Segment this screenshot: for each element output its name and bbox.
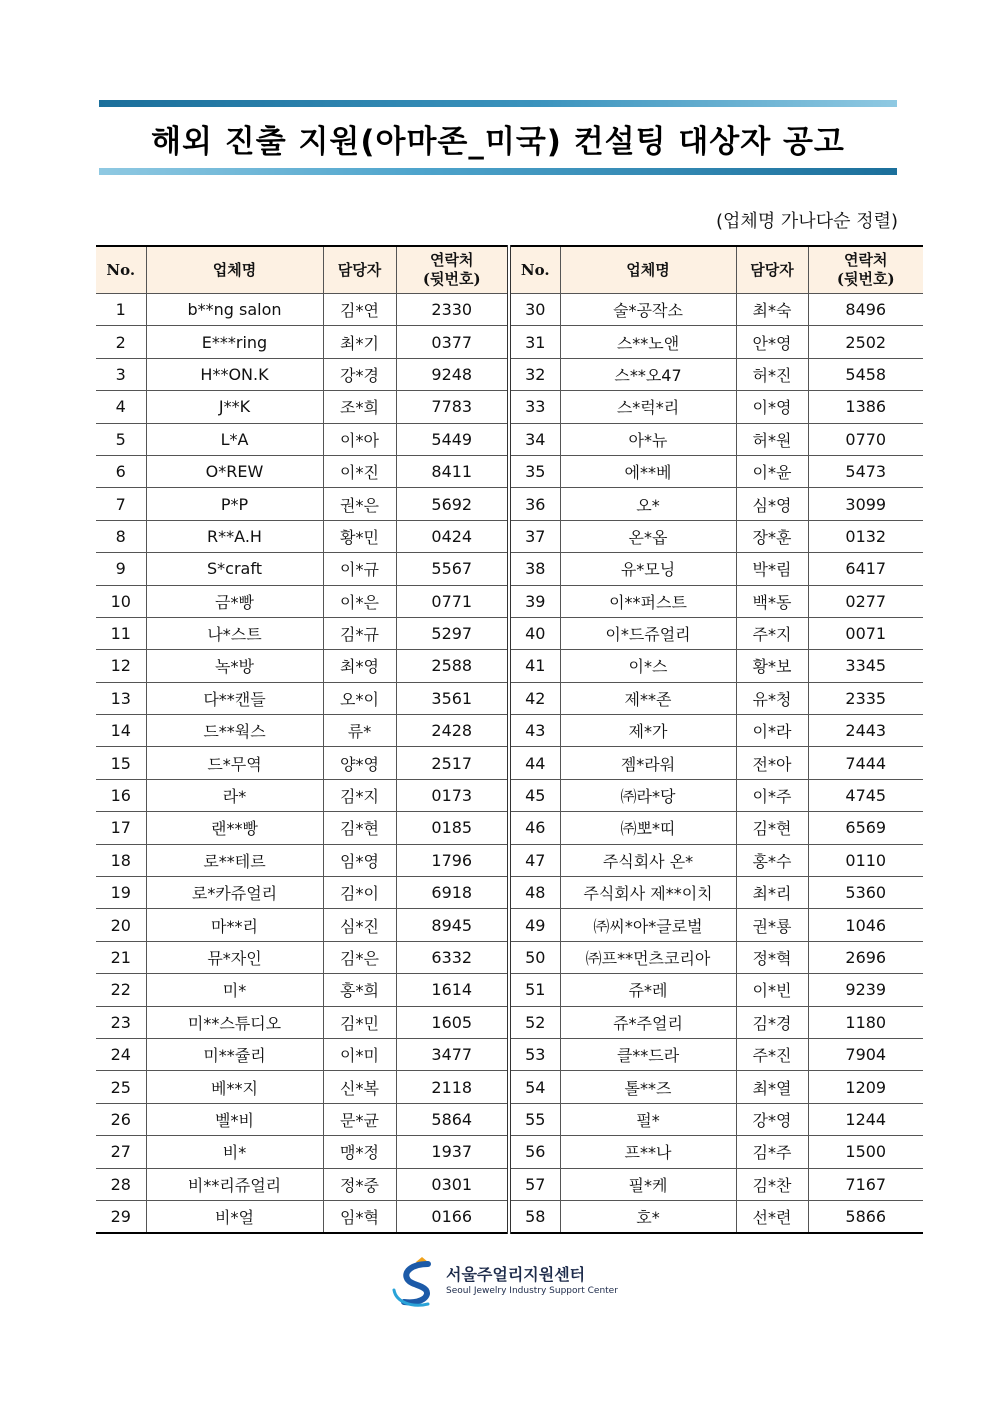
cell-no: 14 [96, 715, 146, 747]
table-row [96, 1038, 923, 1070]
header-no-right: No. [509, 246, 560, 294]
cell-manager: 선*련 [736, 1200, 808, 1233]
cell-no: 21 [96, 941, 146, 973]
table-row [96, 812, 923, 844]
cell-no: 49 [509, 909, 560, 941]
cell-company: R**A.H [146, 520, 323, 552]
cell-no: 30 [509, 294, 560, 326]
table-row [96, 1200, 923, 1233]
cell-company: ㈜라*당 [560, 779, 736, 811]
cell-company: 펄* [560, 1103, 736, 1135]
cell-manager: 허*원 [736, 423, 808, 455]
cell-manager: 유*청 [736, 682, 808, 714]
cell-manager: 임*혁 [323, 1200, 396, 1233]
cell-company: 뮤*자인 [146, 941, 323, 973]
org-name-english: Seoul Jewelry Industry Support Center [446, 1286, 618, 1296]
cell-contact: 2118 [396, 1071, 509, 1103]
cell-no: 24 [96, 1038, 146, 1070]
cell-contact: 4745 [808, 779, 923, 811]
org-name: 서울주얼리지원센터 [446, 1265, 586, 1284]
cell-no: 56 [509, 1136, 560, 1168]
table-row [96, 1006, 923, 1038]
cell-company: 에**베 [560, 455, 736, 487]
cell-contact: 5458 [808, 358, 923, 390]
cell-manager: 주*진 [736, 1038, 808, 1070]
cell-contact: 0424 [396, 520, 509, 552]
cell-contact: 3477 [396, 1038, 509, 1070]
cell-no: 40 [509, 617, 560, 649]
cell-contact: 2443 [808, 715, 923, 747]
cell-no: 12 [96, 650, 146, 682]
header-contact [396, 246, 509, 294]
table-row [96, 1168, 923, 1200]
header-contact-line2-right: (뒷번호) [836, 270, 895, 288]
cell-no: 46 [509, 812, 560, 844]
cell-no: 39 [509, 585, 560, 617]
cell-contact: 1180 [808, 1006, 923, 1038]
cell-contact: 5866 [808, 1200, 923, 1233]
cell-contact: 5360 [808, 877, 923, 909]
cell-company: 랜**빵 [146, 812, 323, 844]
cell-company: 오* [560, 488, 736, 520]
cell-manager: 박*림 [736, 553, 808, 585]
cell-manager: 최*숙 [736, 294, 808, 326]
cell-no: 17 [96, 812, 146, 844]
cell-contact: 1605 [396, 1006, 509, 1038]
cell-no: 42 [509, 682, 560, 714]
cell-contact: 7167 [808, 1168, 923, 1200]
cell-manager: 이*윤 [736, 455, 808, 487]
table-row [96, 779, 923, 811]
cell-manager: 이*라 [736, 715, 808, 747]
cell-company: H**ON.K [146, 358, 323, 390]
cell-company: 미**스튜디오 [146, 1006, 323, 1038]
cell-manager: 주*지 [736, 617, 808, 649]
cell-no: 6 [96, 455, 146, 487]
cell-manager: 김*은 [323, 941, 396, 973]
cell-contact: 3099 [808, 488, 923, 520]
header-manager-right: 담당자 [736, 246, 808, 294]
table-row [96, 553, 923, 585]
table-row [96, 1103, 923, 1135]
cell-manager: 이*은 [323, 585, 396, 617]
cell-contact: 0301 [396, 1168, 509, 1200]
cell-no: 33 [509, 391, 560, 423]
cell-contact: 1614 [396, 974, 509, 1006]
table-row [96, 974, 923, 1006]
cell-manager: 이*영 [736, 391, 808, 423]
cell-company: 온*옵 [560, 520, 736, 552]
cell-manager: 백*동 [736, 585, 808, 617]
table-row [96, 715, 923, 747]
cell-contact: 0110 [808, 844, 923, 876]
cell-no: 10 [96, 585, 146, 617]
cell-no: 7 [96, 488, 146, 520]
cell-company: 비* [146, 1136, 323, 1168]
cell-no: 13 [96, 682, 146, 714]
cell-no: 11 [96, 617, 146, 649]
cell-no: 53 [509, 1038, 560, 1070]
table-row [96, 294, 923, 326]
cell-no: 41 [509, 650, 560, 682]
cell-manager: 최*리 [736, 877, 808, 909]
cell-no: 36 [509, 488, 560, 520]
cell-company: 유*모닝 [560, 553, 736, 585]
cell-contact: 9248 [396, 358, 509, 390]
cell-no: 3 [96, 358, 146, 390]
cell-company: 톨**즈 [560, 1071, 736, 1103]
cell-contact: 0132 [808, 520, 923, 552]
table-row [96, 909, 923, 941]
cell-no: 4 [96, 391, 146, 423]
cell-manager: 심*영 [736, 488, 808, 520]
cell-contact: 2517 [396, 747, 509, 779]
table-row [96, 682, 923, 714]
cell-no: 28 [96, 1168, 146, 1200]
cell-contact: 2330 [396, 294, 509, 326]
cell-no: 35 [509, 455, 560, 487]
cell-manager: 양*영 [323, 747, 396, 779]
title-bar-bottom [99, 168, 897, 175]
cell-company: 비**리쥬얼리 [146, 1168, 323, 1200]
cell-company: 제**존 [560, 682, 736, 714]
cell-no: 58 [509, 1200, 560, 1233]
table-row [96, 326, 923, 358]
cell-company: b**ng salon [146, 294, 323, 326]
table-row [96, 585, 923, 617]
cell-company: 로**테르 [146, 844, 323, 876]
cell-manager: 오*이 [323, 682, 396, 714]
cell-contact: 0770 [808, 423, 923, 455]
cell-no: 15 [96, 747, 146, 779]
cell-company: 미* [146, 974, 323, 1006]
roster-table [96, 245, 923, 1234]
header-company-right: 업체명 [560, 246, 736, 294]
cell-contact: 9239 [808, 974, 923, 1006]
cell-company: 드*무역 [146, 747, 323, 779]
table-row [96, 488, 923, 520]
cell-no: 54 [509, 1071, 560, 1103]
header-contact-right [808, 246, 923, 294]
cell-company: J**K [146, 391, 323, 423]
cell-contact: 3345 [808, 650, 923, 682]
cell-no: 55 [509, 1103, 560, 1135]
cell-company: 스*럭*리 [560, 391, 736, 423]
cell-manager: 황*민 [323, 520, 396, 552]
header-contact-line1-right: 연락처 [844, 251, 888, 269]
cell-no: 29 [96, 1200, 146, 1233]
cell-company: 나*스트 [146, 617, 323, 649]
cell-contact: 1937 [396, 1136, 509, 1168]
cell-company: P*P [146, 488, 323, 520]
sort-note: (업체명 가나다순 정렬) [716, 211, 898, 232]
cell-no: 48 [509, 877, 560, 909]
cell-contact: 2502 [808, 326, 923, 358]
cell-company: 드**웍스 [146, 715, 323, 747]
cell-no: 31 [509, 326, 560, 358]
cell-manager: 장*훈 [736, 520, 808, 552]
cell-manager: 조*희 [323, 391, 396, 423]
cell-manager: 정*혁 [736, 941, 808, 973]
title-bar-top [99, 100, 897, 107]
cell-manager: 김*연 [323, 294, 396, 326]
cell-contact: 6332 [396, 941, 509, 973]
cell-no: 23 [96, 1006, 146, 1038]
cell-no: 18 [96, 844, 146, 876]
cell-manager: 이*진 [323, 455, 396, 487]
cell-company: ㈜프**먼츠코리아 [560, 941, 736, 973]
table-row [96, 650, 923, 682]
cell-manager: 김*지 [323, 779, 396, 811]
cell-manager: 허*진 [736, 358, 808, 390]
cell-company: 주식회사 온* [560, 844, 736, 876]
cell-company: 금*빵 [146, 585, 323, 617]
cell-no: 47 [509, 844, 560, 876]
table-row [96, 391, 923, 423]
cell-company: 젬*라워 [560, 747, 736, 779]
cell-contact: 8411 [396, 455, 509, 487]
table-row [96, 941, 923, 973]
cell-company: 벨*비 [146, 1103, 323, 1135]
cell-company: 아*뉴 [560, 423, 736, 455]
cell-company: 프**나 [560, 1136, 736, 1168]
cell-company: 스**오47 [560, 358, 736, 390]
cell-manager: 강*영 [736, 1103, 808, 1135]
cell-contact: 0185 [396, 812, 509, 844]
cell-no: 43 [509, 715, 560, 747]
cell-company: 쥬*주얼리 [560, 1006, 736, 1038]
table-row [96, 520, 923, 552]
cell-contact: 0173 [396, 779, 509, 811]
table-row [96, 747, 923, 779]
table-row [96, 844, 923, 876]
cell-company: 클**드라 [560, 1038, 736, 1070]
cell-contact: 0071 [808, 617, 923, 649]
cell-no: 16 [96, 779, 146, 811]
cell-company: 제*가 [560, 715, 736, 747]
cell-company: 쥬*레 [560, 974, 736, 1006]
cell-contact: 5864 [396, 1103, 509, 1135]
cell-contact: 1796 [396, 844, 509, 876]
cell-manager: 신*복 [323, 1071, 396, 1103]
cell-manager: 임*영 [323, 844, 396, 876]
header-manager: 담당자 [323, 246, 396, 294]
cell-manager: 김*현 [736, 812, 808, 844]
cell-contact: 1500 [808, 1136, 923, 1168]
cell-contact: 5692 [396, 488, 509, 520]
cell-contact: 5449 [396, 423, 509, 455]
cell-company: 로*카쥬얼리 [146, 877, 323, 909]
cell-contact: 7783 [396, 391, 509, 423]
cell-manager: 이*미 [323, 1038, 396, 1070]
cell-manager: 최*열 [736, 1071, 808, 1103]
table-row [96, 1071, 923, 1103]
cell-contact: 7904 [808, 1038, 923, 1070]
cell-manager: 강*경 [323, 358, 396, 390]
cell-contact: 5473 [808, 455, 923, 487]
cell-company: 녹*방 [146, 650, 323, 682]
cell-contact: 8496 [808, 294, 923, 326]
cell-company: 주식회사 제**이치 [560, 877, 736, 909]
cell-contact: 1046 [808, 909, 923, 941]
cell-company: 필*케 [560, 1168, 736, 1200]
cell-company: ㈜뽀*띠 [560, 812, 736, 844]
cell-contact: 1244 [808, 1103, 923, 1135]
cell-no: 57 [509, 1168, 560, 1200]
cell-manager: 권*룡 [736, 909, 808, 941]
cell-company: 비*얼 [146, 1200, 323, 1233]
cell-no: 50 [509, 941, 560, 973]
cell-manager: 김*이 [323, 877, 396, 909]
table-row [96, 358, 923, 390]
cell-no: 45 [509, 779, 560, 811]
cell-company: 이*드쥬얼리 [560, 617, 736, 649]
cell-company: E***ring [146, 326, 323, 358]
cell-contact: 0166 [396, 1200, 509, 1233]
table-row [96, 455, 923, 487]
cell-no: 52 [509, 1006, 560, 1038]
cell-manager: 김*경 [736, 1006, 808, 1038]
header-no: No. [96, 246, 146, 294]
cell-contact: 3561 [396, 682, 509, 714]
cell-contact: 1209 [808, 1071, 923, 1103]
cell-manager: 정*중 [323, 1168, 396, 1200]
cell-company: 술*공작소 [560, 294, 736, 326]
cell-contact: 6918 [396, 877, 509, 909]
cell-manager: 심*진 [323, 909, 396, 941]
cell-manager: 김*민 [323, 1006, 396, 1038]
cell-company: 이*스 [560, 650, 736, 682]
cell-no: 5 [96, 423, 146, 455]
cell-manager: 최*영 [323, 650, 396, 682]
cell-company: S*craft [146, 553, 323, 585]
cell-manager: 김*찬 [736, 1168, 808, 1200]
cell-no: 34 [509, 423, 560, 455]
cell-no: 44 [509, 747, 560, 779]
cell-contact: 0277 [808, 585, 923, 617]
cell-manager: 최*기 [323, 326, 396, 358]
cell-manager: 김*현 [323, 812, 396, 844]
page-title: 해외 진출 지원(아마존_미국) 컨설팅 대상자 공고 [151, 123, 845, 160]
cell-manager: 문*균 [323, 1103, 396, 1135]
table-row [96, 1136, 923, 1168]
cell-company: 스**노앤 [560, 326, 736, 358]
cell-contact: 2428 [396, 715, 509, 747]
cell-company: ㈜씨*아*글로벌 [560, 909, 736, 941]
cell-contact: 1386 [808, 391, 923, 423]
cell-no: 20 [96, 909, 146, 941]
table-header-row [96, 246, 923, 294]
cell-manager: 홍*수 [736, 844, 808, 876]
cell-contact: 6569 [808, 812, 923, 844]
table-row [96, 877, 923, 909]
cell-contact: 2696 [808, 941, 923, 973]
cell-company: O*REW [146, 455, 323, 487]
cell-contact: 5297 [396, 617, 509, 649]
cell-manager: 홍*희 [323, 974, 396, 1006]
table-body [96, 294, 923, 1234]
cell-no: 51 [509, 974, 560, 1006]
cell-no: 8 [96, 520, 146, 552]
cell-no: 27 [96, 1136, 146, 1168]
cell-manager: 이*아 [323, 423, 396, 455]
cell-no: 19 [96, 877, 146, 909]
cell-contact: 0771 [396, 585, 509, 617]
cell-manager: 김*규 [323, 617, 396, 649]
cell-manager: 권*은 [323, 488, 396, 520]
cell-no: 32 [509, 358, 560, 390]
cell-contact: 5567 [396, 553, 509, 585]
cell-company: 라* [146, 779, 323, 811]
table-row [96, 423, 923, 455]
cell-company: 다**캔들 [146, 682, 323, 714]
cell-no: 22 [96, 974, 146, 1006]
cell-no: 2 [96, 326, 146, 358]
cell-contact: 2335 [808, 682, 923, 714]
cell-contact: 2588 [396, 650, 509, 682]
cell-manager: 류* [323, 715, 396, 747]
cell-contact: 6417 [808, 553, 923, 585]
cell-company: 미**쥴리 [146, 1038, 323, 1070]
cell-contact: 7444 [808, 747, 923, 779]
cell-manager: 안*영 [736, 326, 808, 358]
cell-company: 호* [560, 1200, 736, 1233]
cell-no: 1 [96, 294, 146, 326]
cell-manager: 맹*정 [323, 1136, 396, 1168]
cell-company: L*A [146, 423, 323, 455]
cell-company: 마**리 [146, 909, 323, 941]
header-contact-line2: (뒷번호) [422, 270, 481, 288]
header-contact-line1: 연락처 [430, 251, 474, 269]
table-row [96, 617, 923, 649]
cell-no: 26 [96, 1103, 146, 1135]
cell-contact: 0377 [396, 326, 509, 358]
header-company: 업체명 [146, 246, 323, 294]
cell-company: 이**퍼스트 [560, 585, 736, 617]
cell-manager: 황*보 [736, 650, 808, 682]
cell-company: 베**지 [146, 1071, 323, 1103]
cell-no: 9 [96, 553, 146, 585]
cell-contact: 8945 [396, 909, 509, 941]
cell-manager: 김*주 [736, 1136, 808, 1168]
cell-manager: 이*규 [323, 553, 396, 585]
cell-manager: 이*주 [736, 779, 808, 811]
cell-manager: 이*빈 [736, 974, 808, 1006]
cell-manager: 전*아 [736, 747, 808, 779]
cell-no: 37 [509, 520, 560, 552]
cell-no: 38 [509, 553, 560, 585]
cell-no: 25 [96, 1071, 146, 1103]
